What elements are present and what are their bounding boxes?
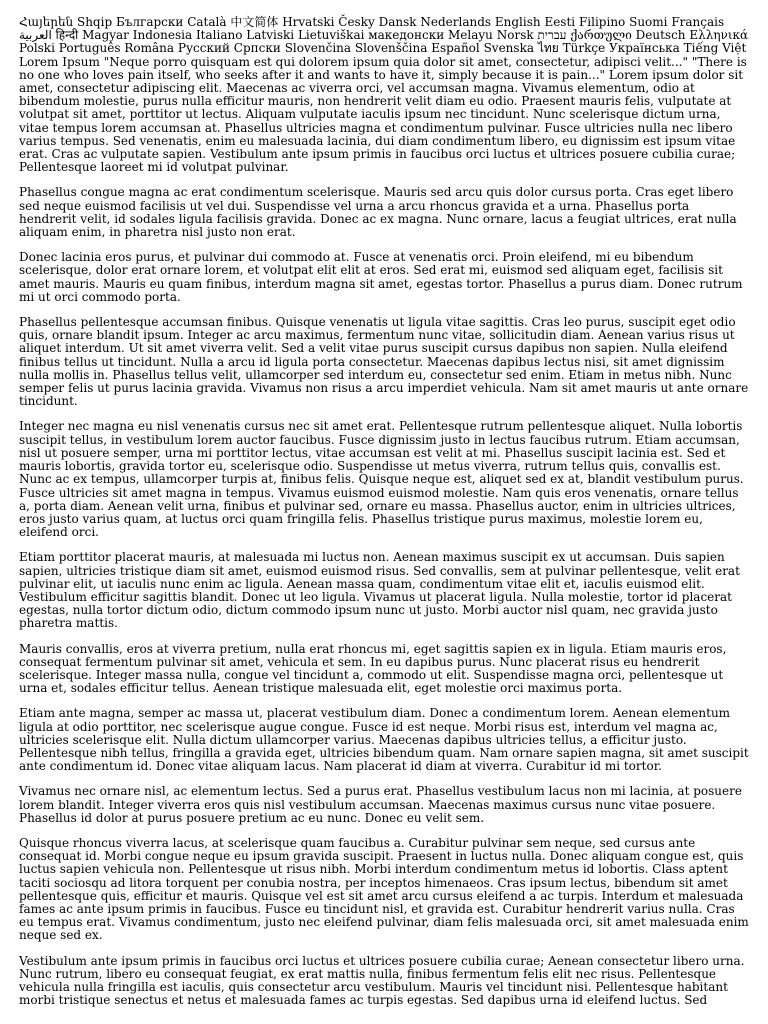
language-link[interactable]: 中文简体 <box>230 15 279 29</box>
language-link[interactable]: Latviski <box>246 28 295 43</box>
language-link[interactable]: Русский <box>177 41 230 56</box>
language-link[interactable]: English <box>494 15 541 29</box>
language-link[interactable]: Українська <box>609 41 680 56</box>
language-link[interactable]: Polski <box>19 41 55 56</box>
language-link[interactable]: Nederlands <box>420 15 492 29</box>
language-link[interactable]: हिन्दी <box>55 28 79 43</box>
language-link[interactable]: Suomi <box>629 15 668 29</box>
language-link[interactable]: עברית <box>537 28 567 43</box>
language-link[interactable]: ไทย <box>537 41 559 56</box>
language-link[interactable]: Česky <box>338 15 375 29</box>
language-link[interactable]: Català <box>187 15 227 29</box>
language-link[interactable]: Français <box>671 15 725 29</box>
language-link[interactable]: Türkçe <box>562 41 606 56</box>
language-link[interactable]: Português <box>58 41 121 56</box>
language-link[interactable]: Româna <box>124 41 175 56</box>
body-paragraph: Etiam porttitor placerat mauris, at malesuada mi luctus non. Aenean maximus suscipit ex ut accumsan. Duis sapien sapien, ultricies tristique diam sit amet, euismod euismod risus. Sed convallis, sem at pulvinar pellentesque, velit erat pulvinar elit, ut iaculis nunc enim ac ligula. Aenean massa quam, condimentum vitae elit et, iaculis euismod elit. Vestibulum efficitur sagittis blandit. Donec ut leo ligula. Vivamus ut placerat ligula. Nulla molestie, tortor id placerat egestas, nulla tortor dictum odio, dictum commodo ipsum nunc ut justo. Morbi auctor nisl quam, nec gravida justo pharetra mattis. <box>19 550 740 631</box>
body-paragraph: Mauris convallis, eros at viverra pretium, nulla erat rhoncus mi, eget sagittis sapien ex in ligula. Etiam mauris eros, consequat fermentum pulvinar sit amet, vehicula et sem. In eu dapibus purus. Nunc placerat risus eu hendrerit scelerisque. Integer massa nulla, congue vel tincidunt a, commodo ut elit. Suspendisse magna orci, pellentesque ut urna et, sodales efficitur tellus. Aenean tristique malesuada elit, eget molestie orci maximus porta. <box>19 641 727 696</box>
language-link[interactable]: Italiano <box>195 28 243 43</box>
language-link[interactable]: Eesti <box>544 15 576 29</box>
language-link[interactable]: Shqip <box>76 15 113 29</box>
language-bar <box>19 16 749 56</box>
language-link[interactable]: Ελληνικά <box>689 28 749 43</box>
language-link[interactable]: Deutsch <box>635 28 686 43</box>
body-paragraph: Vestibulum ante ipsum primis in faucibus orci luctus et ultrices posuere cubilia curae; Aenean consectetur libero urna. Nunc rutrum, libero eu consequat feugiat, ex erat mattis nulla, finibus fermentum felis elit nec risus. Pellentesque vehicula nulla fringilla est iaculis, quis consectetur arcu vestibulum. Mauris vel tincidunt nisi. Pellentesque habitant morbi tristique senectus et netus et malesuada fames ac turpis egestas. Sed dapibus urna id eleifend luctus. Sed <box>19 953 745 1008</box>
language-link[interactable]: Español <box>431 41 480 56</box>
language-link[interactable]: Български <box>115 15 184 29</box>
language-link[interactable]: Norsk <box>496 28 534 43</box>
language-link[interactable]: Lietuviškai <box>297 28 365 43</box>
language-link[interactable]: Հայերեն <box>19 15 74 29</box>
body-paragraph: Vivamus nec ornare nisl, ac elementum lectus. Sed a purus erat. Phasellus vestibulum lacus non mi lacinia, at posuere lorem blandit. Integer viverra eros quis nisl vestibulum accumsan. Maecenas maximus cursus nunc vitae posuere. Phasellus id dolor at purus posuere pretium ac eu nunc. Donec eu velit sem. <box>19 784 742 825</box>
language-link[interactable]: العربية <box>19 28 52 43</box>
body-paragraph: Integer nec magna eu nisl venenatis cursus nec sit amet erat. Pellentesque rutrum pellentesque aliquet. Nulla lobortis suscipit tellus, in vestibulum lorem auctor faucibus. Fusce dignissim justo in lectus faucibus rutrum. Etiam accumsan, nisl ut posuere semper, urna mi porttitor lectus, vitae accumsan est velit at mi. Phasellus suscipit lacinia est. Sed et mauris lobortis, gravida tortor eu, scelerisque odio. Suspendisse ut metus viverra, rutrum tellus quis, convallis est. Nunc ac ex tempus, ullamcorper turpis at, finibus felis. Quisque neque est, aliquet sed ex at, blandit vestibulum purus. Fusce ultricies sit amet magna in tempus. Vivamus euismod euismod molestie. Nam quis eros venenatis, ornare tellus a, porta diam. Aenean velit urna, finibus et pulvinar sed, ornare eu massa. Phasellus auctor, enim in ultricies ultrices, eros justo varius quam, at luctus orci quam fringilla felis. Phasellus tristique purus maximus, molestie lorem eu, eleifend orci. <box>19 419 744 540</box>
language-link[interactable]: Tiếng Việt <box>683 41 747 56</box>
language-link[interactable]: Slovenščina <box>354 41 428 56</box>
intro-paragraph: Lorem Ipsum "Neque porro quisquam est qui dolorem ipsum quia dolor sit amet, consectetur, adipisci velit..." "There is no one who loves pain itself, who seeks after it and wants to have it, simply because it is pain..." Lorem ipsum dolor sit amet, consectetur adipiscing elit. Maecenas ac viverra orci, vel accumsan magna. Vivamus elementum, odio at bibendum molestie, purus nulla efficitur mauris, non hendrerit velit diam eu odio. Praesent mauris felis, vulputate at volutpat sit amet, porttitor ut lectus. Aliquam vulputate iaculis ipsum nec tincidunt. Nunc scelerisque dictum urna, vitae tempus lorem accumsan at. Phasellus ultricies magna et condimentum pulvinar. Fusce ultricies nulla nec libero varius tempus. Sed venenatis, enim eu malesuada lacinia, dui diam condimentum libero, eu dignissim est ipsum vitae erat. Cras ac vulputate sapien. Vestibulum ante ipsum primis in faucibus orci luctus et ultrices posuere cubilia curae; Pellentesque laoreet mi id volutpat pulvinar. <box>19 54 747 175</box>
language-link[interactable]: Indonesia <box>132 28 193 43</box>
language-link[interactable]: ქართული <box>570 28 632 43</box>
body-paragraph: Phasellus congue magna ac erat condimentum scelerisque. Mauris sed arcu quis dolor cursus porta. Cras eget libero sed neque euismod facilisis ut vel dui. Suspendisse vel urna a arcu rhoncus gravida et a urna. Phasellus porta hendrerit velit, id sodales ligula facilisis gravida. Donec ac ex magna. Nunc ornare, lacus a feugiat ultrices, erat nulla aliquam enim, in pharetra nisl justo non erat. <box>19 185 737 240</box>
body-paragraph: Quisque rhoncus viverra lacus, at scelerisque quam faucibus a. Curabitur pulvinar sem neque, sed cursus ante consequat id. Morbi congue neque eu ipsum gravida suscipit. Praesent in luctus nulla. Donec aliquam congue est, quis luctus sapien vehicula non. Pellentesque ut risus nibh. Morbi interdum condimentum metus id lobortis. Class aptent taciti sociosqu ad litora torquent per conubia nostra, per inceptos himenaeos. Cras ipsum lectus, bibendum sit amet pellentesque quis, efficitur et mauris. Quisque vel est sit amet arcu cursus eleifend a ac turpis. Interdum et malesuada fames ac ante ipsum primis in faucibus. Fusce eu tincidunt nisl, et gravida est. Curabitur hendrerit varius nulla. Cras eu tempus erat. Vivamus condimentum, justo nec eleifend pulvinar, diam felis malesuada orci, sit amet malesuada enim neque sed ex. <box>19 835 749 943</box>
language-link[interactable]: македонски <box>368 28 445 43</box>
language-link[interactable]: Svenska <box>483 41 534 56</box>
language-link[interactable]: Melayu <box>448 28 493 43</box>
language-link[interactable]: Filipino <box>578 15 626 29</box>
language-link[interactable]: Dansk <box>378 15 417 29</box>
body-paragraph: Etiam ante magna, semper ac massa ut, placerat vestibulum diam. Donec a condimentum lorem. Aenean elementum ligula at odio porttitor, nec scelerisque augue congue. Fusce id est neque. Morbi risus est, interdum vel magna ac, ultricies scelerisque elit. Nulla dictum ullamcorper varius. Maecenas dapibus ultricies tellus, a efficitur justo. Pellentesque nibh tellus, fringilla a gravida eget, ultricies bibendum quam. Nam ornare sapien magna, sit amet suscipit ante condimentum id. Donec vitae aliquam lacus. Nam placerat id diam at viverra. Curabitur id mi tortor. <box>19 706 749 774</box>
language-link[interactable]: Hrvatski <box>282 15 335 29</box>
language-link[interactable]: Slovenčina <box>284 41 352 56</box>
language-link[interactable]: Magyar <box>82 28 129 43</box>
body-paragraph: Donec lacinia eros purus, et pulvinar dui commodo at. Fusce at venenatis orci. Proin eleifend, mi eu bibendum scelerisque, dolor erat ornare lorem, et volutpat elit elit at eros. Sed erat mi, euismod sed aliquam eget, facilisis sit amet mauris. Mauris eu quam finibus, interdum magna sit amet, egestas tortor. Phasellus a purus diam. Donec rutrum mi ut orci commodo porta. <box>19 250 743 304</box>
body-paragraph: Phasellus pellentesque accumsan finibus. Quisque venenatis ut ligula vitae sagittis. Cras leo purus, suscipit eget odio quis, ornare blandit ipsum. Integer ac arcu maximus, fermentum nunc vitae, sollicitudin diam. Aenean varius risus ut aliquet interdum. Ut sit amet viverra velit. Sed a velit vitae purus suscipit cursus dapibus non sapien. Nulla eleifend finibus tellus ut tincidunt. Nulla a arcu id ligula porta consectetur. Maecenas dapibus lectus nisi, sit amet dignissim nulla mollis in. Phasellus tellus velit, ullamcorper sed interdum eu, consectetur sed enim. Etiam in metus nibh. Nunc semper felis ut purus lacinia gravida. Vivamus non risus a arcu imperdiet vehicula. Nam sit amet mauris ut ante ornare tincidunt. <box>19 315 749 409</box>
language-link[interactable]: Српски <box>233 41 281 56</box>
